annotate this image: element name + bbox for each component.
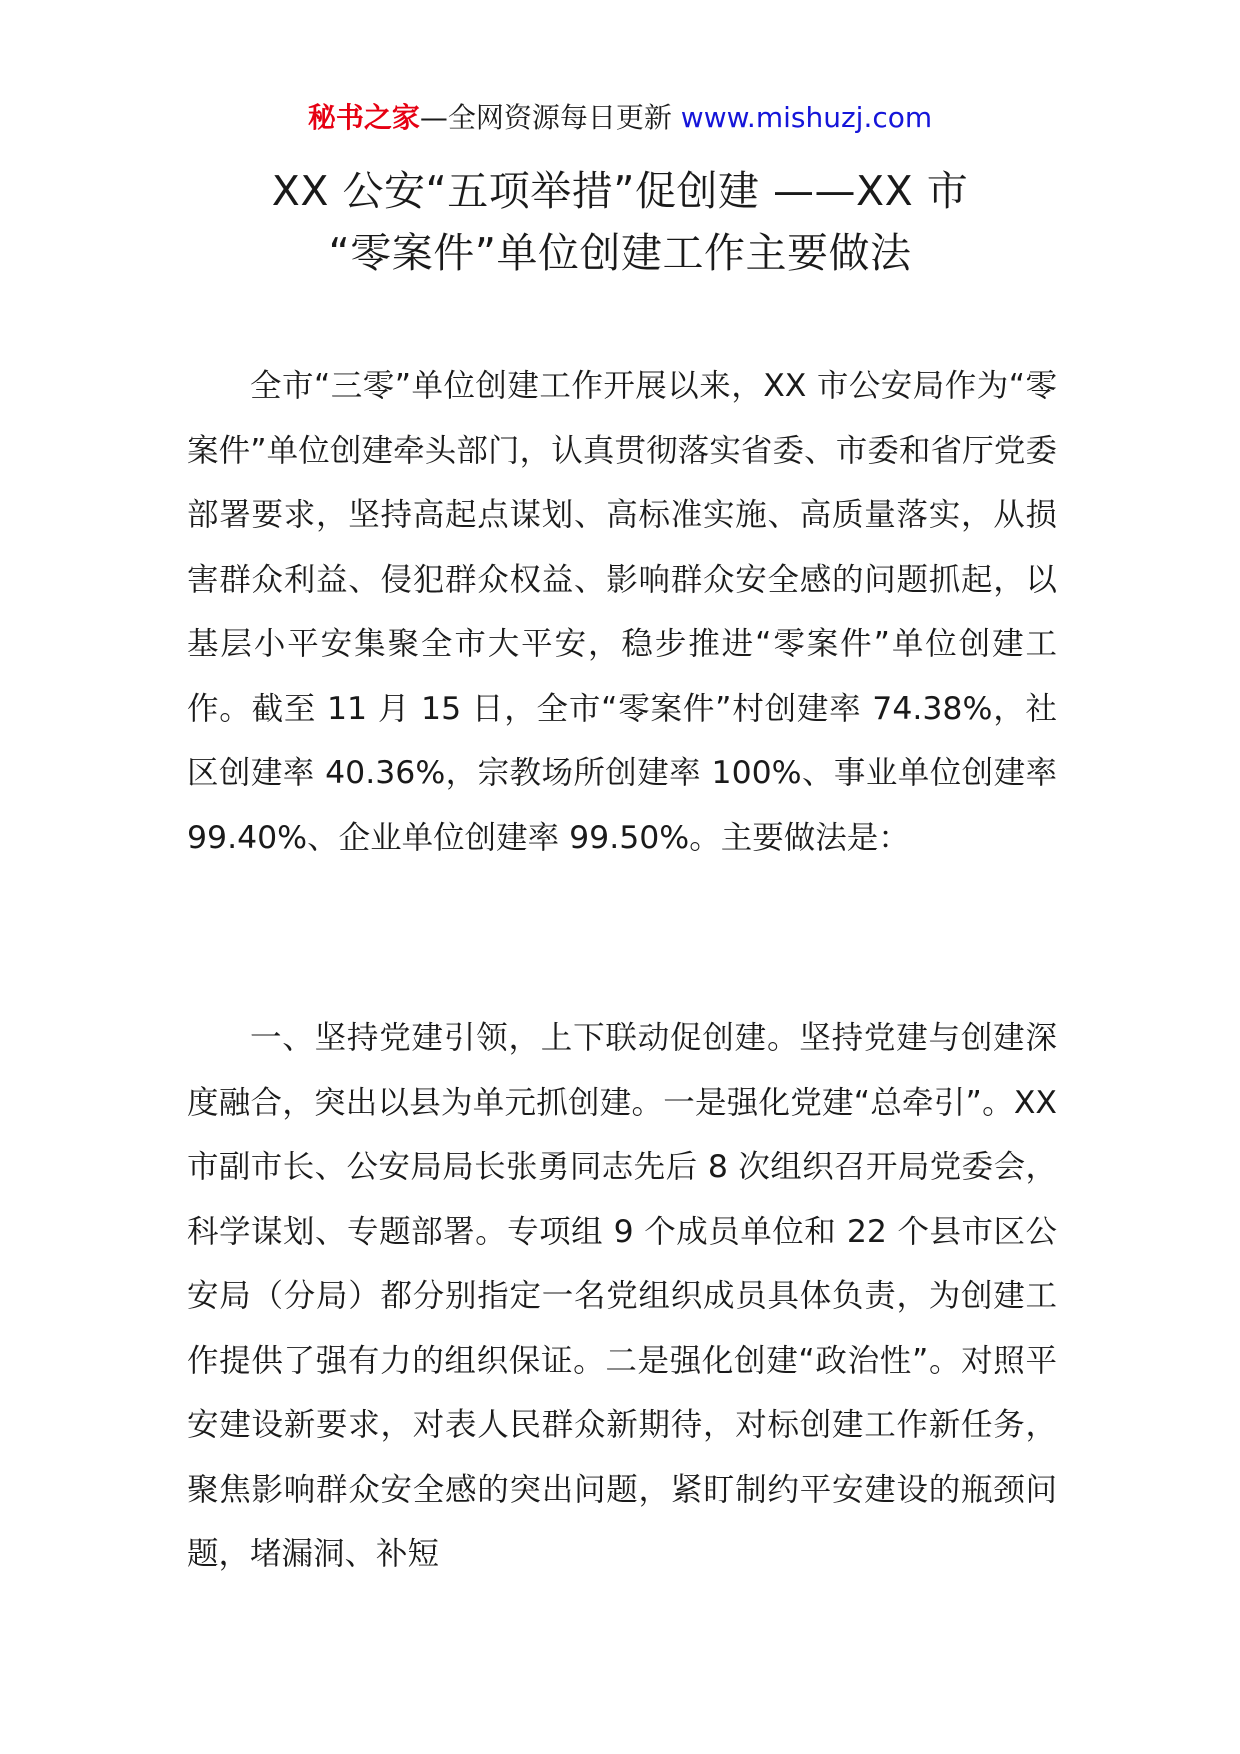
document-title bbox=[120, 160, 1120, 284]
site-url-link[interactable]: www.mishuzj.com bbox=[680, 101, 933, 134]
section-1-paragraph: 一、坚持党建引领，上下联动促创建。坚持党建与创建深度融合，突出以县为单元抓创建。一是强化党建“总牵引”。XX 市副市长、公安局局长张勇同志先后 8 次组织召开局党委会，科学谋划、专题部署。专项组 9 个成员单位和 22 个县市区公安局（分局）都分别指定一名党组织成员具体负责，为创建工作提供了强有力的组织保证。二是强化创建“政治性”。对照平安建设新要求，对表人民群众新期待，对标创建工作新任务，聚焦影响群众安全感的突出问题，紧盯制约平安建设的瓶颈问题，堵漏洞、补短 bbox=[187, 1020, 1057, 1572]
title-line-1: XX 公安“五项举措”促创建 ——XX 市 bbox=[271, 167, 969, 215]
intro-paragraph: 全市“三零”单位创建工作开展以来，XX 市公安局作为“零案件”单位创建牵头部门，认真贯彻落实省委、市委和省厅党委部署要求，坚持高起点谋划、高标准实施、高质量落实，从损害群众利益、侵犯群众权益、影响群众安全感的问题抓起，以基层小平安集聚全市大平安，稳步推进“零案件”单位创建工作。截至 11 月 15 日，全市“零案件”村创建率 74.38%，社区创建率 40.36%，宗教场所创建率 100%、事业单位创建率 99.40%、企业单位创建率 99.50%。主要做法是： bbox=[187, 368, 1057, 856]
header-tagline: —全网资源每日更新 bbox=[419, 101, 672, 134]
site-header bbox=[0, 98, 1240, 138]
brand-name: 秘书之家 bbox=[307, 101, 420, 134]
title-line-2: “零案件”单位创建工作主要做法 bbox=[328, 229, 912, 277]
